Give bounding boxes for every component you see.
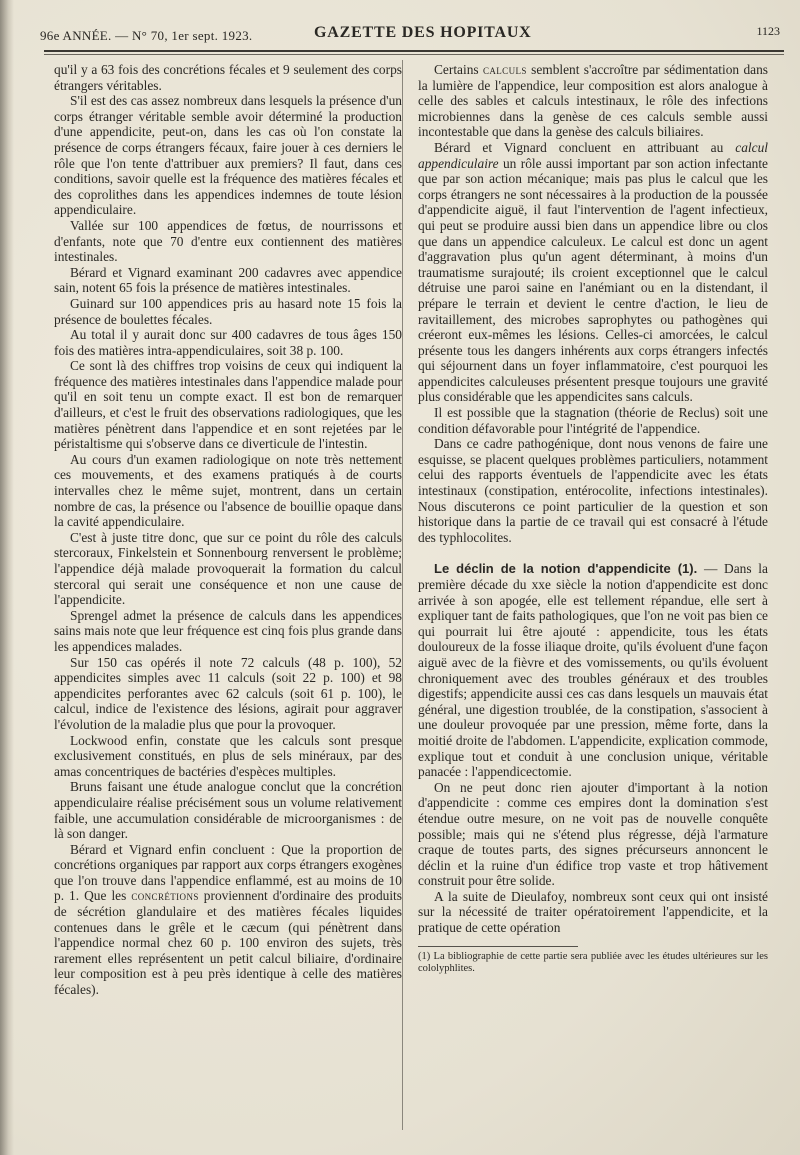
paragraph: Bruns faisant une étude analogue conclut que la concrétion appendiculaire réalise précisément sous un volume relativement faible, une accumulation considérable de microorganismes : de là son danger. xyxy=(54,779,402,842)
paragraph: C'est à juste titre donc, que sur ce point du rôle des calculs stercoraux, Finkelstein et Sonnenbourg renversent le problème; l'appendice déjà malade provoquerait la formation du calcul stercoral qui serait une conséquence et non une cause de l'appendicite. xyxy=(54,529,402,608)
paragraph: Sprengel admet la présence de calculs dans les appendices sains mais note que leur fréquence est cinq fois plus grande dans les appendices malades. xyxy=(54,607,402,654)
header-rule-thin xyxy=(44,54,784,55)
paragraph: Guinard sur 100 appendices pris au hasard note 15 fois la présence de boulettes fécales. xyxy=(54,295,402,327)
footnote-rule xyxy=(418,946,578,947)
italic-term: calcul appendiculaire xyxy=(418,139,768,171)
paragraph: Ce sont là des chiffres trop voisins de ceux qui indiquent la fréquence des matières intestinales dans l'appendice malade pour qu'il en soit tenu un compte exact. Il est bon de remarquer d'ailleurs, et c'est le fruit des observations radiologiques, que les matières pénètrent dans l'appendice et en sont rejetées par le péristaltisme qui s'observe dans ce diverticule de l'intestin. xyxy=(54,358,402,452)
column-divider xyxy=(402,60,403,1130)
text-run: un rôle aussi important par son action infectante que par son action mécanique; mais pas plus le calcul que les corps étrangers ne sont nécessaires à la production de la poussée d'appendicite aiguë, il faut l'intervention de l'agent infectieux, qui peut se produire aussi bien dans un appendice libre ou clos que dans un appendice calculeux. Le calcul est donc un agent d'aggravation plus qu'un agent déterminant, à moins d'un traumatisme surajouté; ils croient exceptionnel que le calcul détruise une paroi saine en l'anémiant ou en la distendant, il prépare le terrain et devient le centre d'action, le lieu de ravitaillement, des microbes saprophytes ou pathogènes qui créeront eux-mêmes les lésions. Celles-ci amorcées, le calcul présente tous les dangers inhérents aux corps étrangers infectés qui séjournent dans un foyer inflammatoire, c'est pourquoi les appendicites calculeuses présentent presque toujours une gravité plus considérable que les appendicites sans calculs. xyxy=(418,155,768,405)
small-caps-term: calculs xyxy=(482,62,527,77)
small-caps-term: concrétions xyxy=(131,888,199,904)
paragraph: Au cours d'un examen radiologique on note très nettement ces mouvements, et des examens pratiqués à de courts intervalles chez le même sujet, montrent, dans un certain nombre de cas, la présence ou l'absence de bouillie opaque dans la cavité appendiculaire. xyxy=(54,451,402,530)
text-run: proviennent d'ordinaire des produits de sécrétion glandulaire et des matières fécales liquides contenues dans le grêle et le cæcum (qui pénètrent dans l'appendice normal chez 60 p. 100 environ des sujets, très rarement elles représentent un petit calcul biliaire, d'ordinaire leur composition est à peu près identique à celle des matières fécales). xyxy=(54,888,402,998)
paragraph xyxy=(418,140,768,405)
paragraph xyxy=(54,842,402,998)
journal-title: GAZETTE DES HOPITAUX xyxy=(314,24,532,41)
right-column xyxy=(418,62,768,975)
paragraph: Lockwood enfin, constate que les calculs sont presque exclusivement constitués, en plus de sels minéraux, par des amas concentriques de bactéries d'espèces multiples. xyxy=(54,732,402,779)
issue-info: 96e ANNÉE. — N° 70, 1er sept. 1923. xyxy=(40,28,253,43)
header-rule xyxy=(44,50,784,52)
text-run: — Dans la première décade du xxe siècle la notion d'appendicite est donc arrivée à son apogée, elle est tellement répandue, elle sert à expliquer tant de faits pathologiques, que l'on ne voit pas bien ce qui pourrait lui être ajouté : appendicite, tous les états douloureux de la fosse iliaque droite, qu'ils évoluent d'une façon aiguë avec de la fièvre et des vomissements, ou qu'ils évoluent chroniquement avec des troubles généraux et des troubles digestifs; appendicite aussi ces cas dans lesquels un mauvais état général, une digestion troublée, de la constipation, s'associent à une douleur provoquée par une pression, même forte, dans la moitié droite de l'abdomen. L'appendicite, explication commode, explique tout et conduit à une conclusion unique, véritable panacée : l'appendicectomie. xyxy=(418,561,768,780)
section-gap xyxy=(418,545,768,561)
paragraph: qu'il y a 63 fois des concrétions fécales et 9 seulement des corps étrangers véritables. xyxy=(54,62,402,93)
text-run: Bérard et Vignard concluent en attribuant au xyxy=(434,139,724,155)
text-run: Bérard et Vignard enfin concluent : Que la proportion de concrétions organiques par rapport aux corps étrangers exogènes que l'on trouve dans l'appendice enflammé, est au moins de 10 p. 1. Que les xyxy=(54,841,402,904)
section-heading: Le déclin de la notion d'appendicite (1). xyxy=(434,561,698,577)
text-run: semblent s'accroître par sédimentation dans la lumière de l'appendice, leur composition est alors analogue à celle des sables et calculs intestinaux, le rôle des infections microbiennes dans la genèse de ces calculs semble aussi incontestable que dans la genèse des calculs biliaires. xyxy=(418,62,769,140)
page-binding-edge xyxy=(0,0,14,1155)
paragraph: On ne peut donc rien ajouter d'important à la notion d'appendicite : comme ces empires dont la domination s'est étendue outre mesure, on ne voit pas de nouvelle conquête possible; mais qui ne s'étend plus régresse, déjà l'armature craque de toutes parts, des signes précurseurs annoncent le déclin et la ruine d'un édifice trop vaste et trop hâtivement construit pour être solide. xyxy=(418,779,768,889)
text-run: Certains xyxy=(434,62,479,77)
page-number: 1123 xyxy=(756,24,780,38)
paragraph: Dans ce cadre pathogénique, dont nous venons de faire une esquisse, se placent quelques problèmes particuliers, notamment celui des rapports éventuels de l'appendicite avec les états intestinaux (constipation, entérocolite, infections intestinales). Nous discuterons ce point particulier de la question et son historique dans la partie de ce travail qui est consacré à l'étude des typhlocolites. xyxy=(418,436,768,545)
paragraph: Il est possible que la stagnation (théorie de Reclus) soit une condition défavorable pour l'intégrité de l'appendice. xyxy=(418,405,768,436)
paragraph xyxy=(418,561,768,779)
page-header xyxy=(40,22,790,44)
paragraph: Sur 150 cas opérés il note 72 calculs (48 p. 100), 52 appendicites simples avec 11 calculs (soit 22 p. 100) et 98 appendicites perforantes avec 62 calculs (soit 61 p. 100), le calcul, indice de l'existence des lésions, agirait pour aggraver l'évolution de la maladie plus que pour la provoquer. xyxy=(54,654,402,732)
paragraph: Bérard et Vignard examinant 200 cadavres avec appendice sain, notent 65 fois la présence de matières intestinales. xyxy=(54,264,402,296)
paragraph: Vallée sur 100 appendices de fœtus, de nourrissons et d'enfants, note que 70 d'entre eux contiennent des matières intestinales. xyxy=(54,217,402,265)
paragraph: S'il est des cas assez nombreux dans lesquels la présence d'un corps étranger véritable semble avoir déterminé la production d'une appendicite, peut-on, dans les cas où l'on constate la présence de corps étrangers fécaux, faire jouer à ces derniers le rôle que l'on tente d'attribuer aux premiers? Il faut, dans ces conditions, savoir quelle est la fréquence des matières fécales et des coprolithes dans les appendices indemnes de toute lésion appendiculaire. xyxy=(54,93,402,218)
paragraph: Au total il y aurait donc sur 400 cadavres de tous âges 150 fois des matières intra-appendiculaires, soit 38 p. 100. xyxy=(54,327,402,358)
paragraph: A la suite de Dieulafoy, nombreux sont ceux qui ont insisté sur la nécessité de traiter opératoirement l'appendicite, et la pratique de cette opération xyxy=(418,888,768,936)
paragraph xyxy=(418,62,768,140)
footnote: (1) La bibliographie de cette partie sera publiée avec les études ultérieures sur les cololyphlites. xyxy=(418,950,768,974)
left-column xyxy=(54,62,402,998)
